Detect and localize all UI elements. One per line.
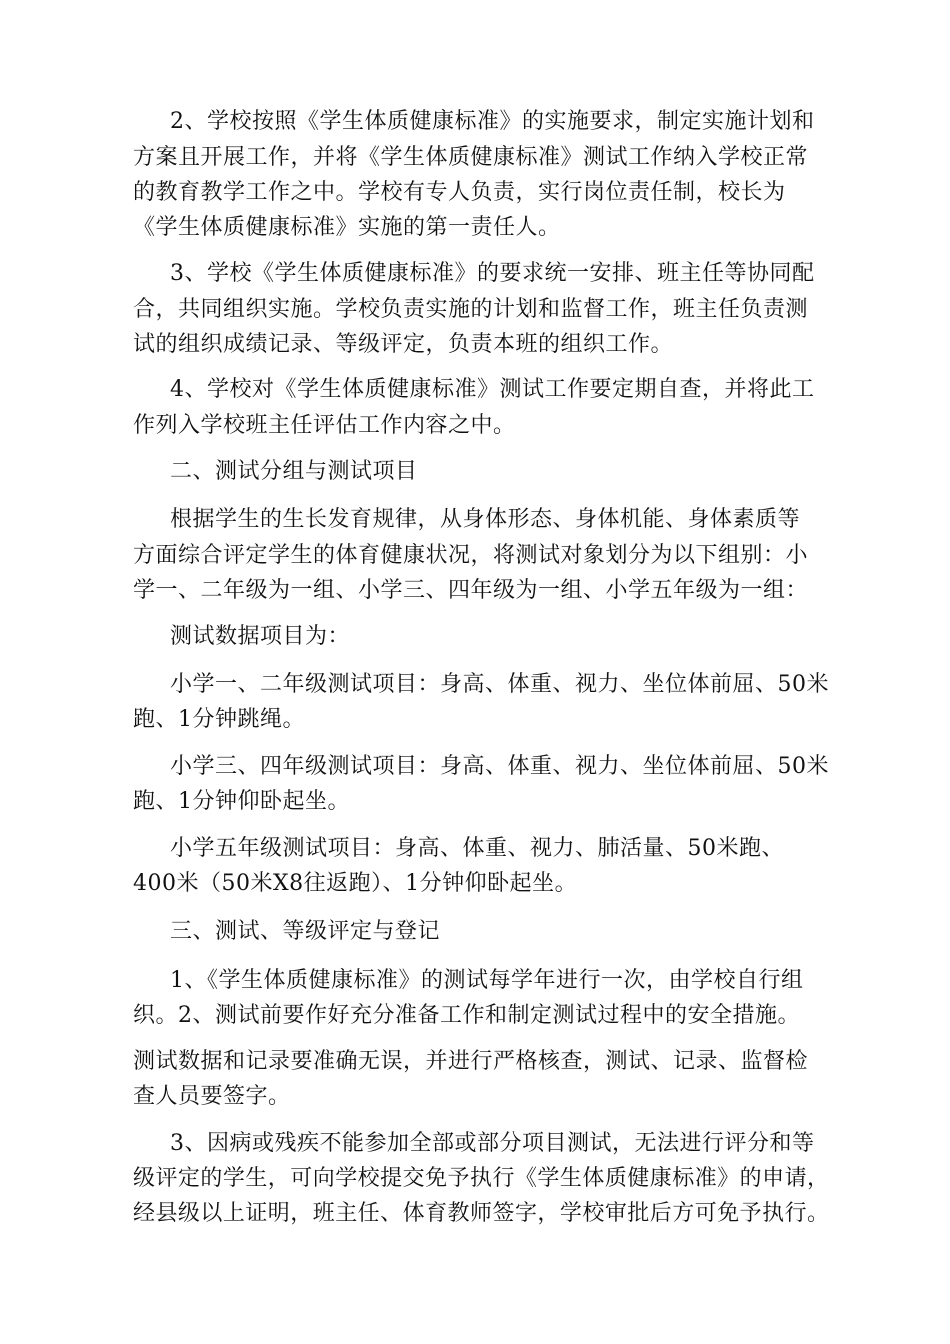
text-line: 测试数据和记录要准确无误，并进行严格核查，测试、记录、监督检 (133, 1049, 809, 1074)
text-line: 小学五年级测试项目：身高、体重、视力、肺活量、50米跑、 (170, 836, 784, 861)
text-line: 方面综合评定学生的体育健康状况，将测试对象划分为以下组别：小 (133, 543, 809, 568)
text-line: 1、《学生体质健康标准》的测试每学年进行一次，由学校自行组 (170, 968, 804, 993)
section-heading: 二、测试分组与测试项目 (170, 459, 418, 484)
text-line: 的教育教学工作之中。学校有专人负责，实行岗位责任制，校长为 (133, 180, 786, 205)
text-line: 测试数据项目为： (170, 624, 351, 649)
text-line: 跑、1分钟跳绳。 (133, 707, 305, 732)
text-line: 3、因病或残疾不能参加全部或部分项目测试，无法进行评分和等 (170, 1131, 815, 1156)
text-line: 小学三、四年级测试项目：身高、体重、视力、坐位体前屈、50米 (170, 754, 829, 779)
text-line: 查人员要签字。 (133, 1084, 291, 1109)
text-line: 《学生体质健康标准》实施的第一责任人。 (133, 215, 561, 240)
text-line: 学一、二年级为一组、小学三、四年级为一组、小学五年级为一组： (133, 578, 809, 603)
text-line: 根据学生的生长发育规律，从身体形态、身体机能、身体素质等 (170, 507, 801, 532)
text-line: 跑、1分钟仰卧起坐。 (133, 789, 350, 814)
text-line: 4、学校对《学生体质健康标准》测试工作要定期自查，并将此工 (170, 377, 815, 402)
section-heading: 三、测试、等级评定与登记 (170, 919, 441, 944)
text-line: 方案且开展工作，并将《学生体质健康标准》测试工作纳入学校正常 (133, 145, 809, 170)
text-line: 经县级以上证明，班主任、体育教师签字，学校审批后方可免予执行。 (133, 1201, 830, 1226)
text-line: 级评定的学生，可向学校提交免予执行《学生体质健康标准》的申请， (133, 1166, 830, 1191)
text-line: 试的组织成绩记录、等级评定，负责本班的组织工作。 (133, 332, 674, 357)
text-line: 2、学校按照《学生体质健康标准》的实施要求，制定实施计划和 (170, 109, 815, 134)
text-line: 小学一、二年级测试项目：身高、体重、视力、坐位体前屈、50米 (170, 672, 829, 697)
text-line: 合，共同组织实施。学校负责实施的计划和监督工作，班主任负责测 (133, 297, 809, 322)
text-line: 作列入学校班主任评估工作内容之中。 (133, 413, 516, 438)
text-line: 3、学校《学生体质健康标准》的要求统一安排、班主任等协同配 (170, 261, 815, 286)
text-line: 400米（50米X8往返跑）、1分钟仰卧起坐。 (133, 871, 578, 896)
text-line: 织。2、测试前要作好充分准备工作和制定测试过程中的安全措施。 (133, 1003, 800, 1028)
